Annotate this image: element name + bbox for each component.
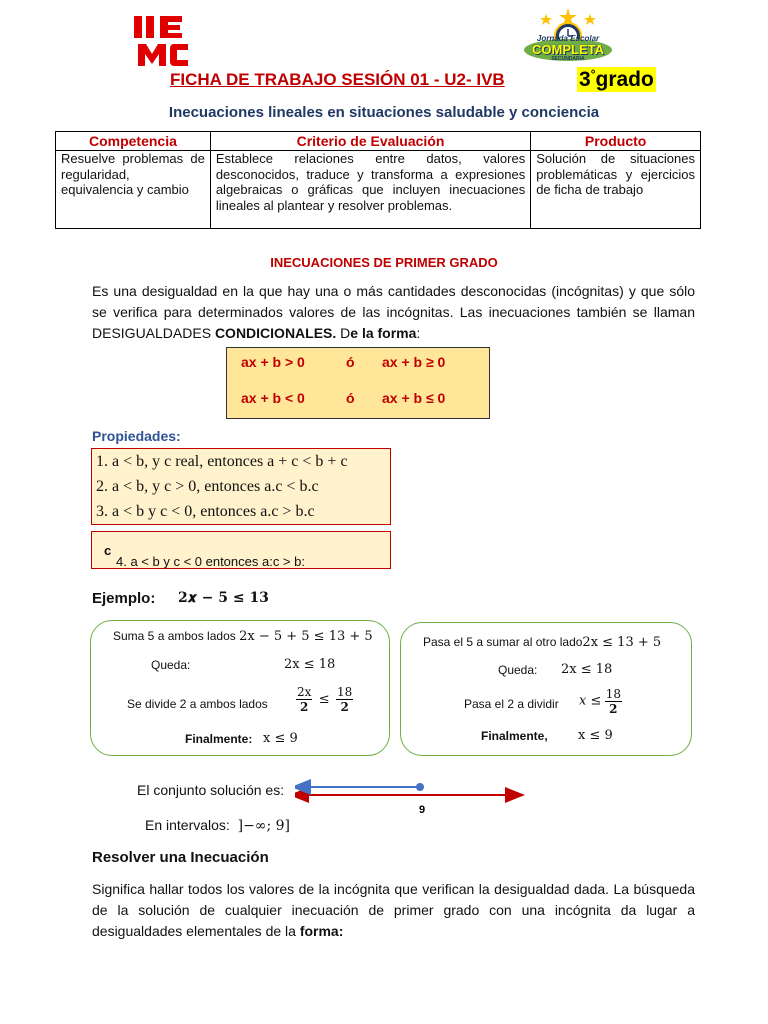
logo-line-1: Jornada Escolar: [536, 34, 600, 43]
logo-line-3: SECUNDARIA: [551, 56, 585, 62]
intro-paragraph: [92, 281, 695, 344]
step-label: Finalmente,: [481, 729, 548, 743]
fraction-denominator: 2: [609, 702, 618, 716]
step-label: Queda:: [498, 663, 538, 677]
step-text: Pasa el 2 a dividir: [464, 697, 559, 711]
logo-line-2: COMPLETA: [532, 42, 604, 57]
step-math: x ≤ 9: [263, 731, 298, 746]
resolver-paragraph: [92, 879, 695, 942]
interval-label: En intervalos:: [145, 817, 230, 833]
table-cell-producto: Solución de situaciones problemáticas y ejercicios de ficha de trabajo: [531, 151, 701, 229]
property-item: 1. a < b, y c real, entonces a + c < b + c: [96, 453, 348, 470]
resolver-text: Significa hallar todos los valores de la incógnita que verifican la desigualdad dada. La búsqueda de la solución de cualquier inecuación de primer grado con una incógnita da lugar a desigualdades elementales de la: [92, 881, 695, 939]
page-subtitle: Inecuaciones lineales en situaciones saludable y conciencia: [168, 104, 600, 121]
grade-number: 3: [579, 68, 591, 91]
step-math: 2x ≤ 13 + 5: [582, 635, 662, 650]
form-sep: ó: [346, 390, 355, 406]
step-math: 2x − 5 + 5 ≤ 13 + 5: [239, 629, 373, 644]
intro-text: D: [336, 325, 351, 341]
step-math: x ≤ 9: [578, 728, 613, 743]
step-text: Suma 5 a ambos lados: [113, 629, 240, 643]
step-text: Se divide 2 a ambos lados: [127, 697, 268, 711]
properties-label: Propiedades:: [92, 428, 181, 444]
step-math: 2x ≤ 18: [284, 657, 336, 672]
step-line: [423, 635, 661, 650]
properties-box: [91, 448, 391, 525]
intro-text: Es una desigualdad en la que hay una o más cantidades desconocidas (incógnitas) y que sólo se verifica para determinados valores de las incógnitas. Las inecuaciones también se llaman DESIGUALDADES: [92, 283, 695, 341]
example-expression: 2𝒙 − 𝟓 ≤ 𝟏𝟑: [178, 590, 269, 606]
resolver-heading: Resolver una Inecuación: [92, 849, 269, 866]
property-4-bold: c: [104, 543, 112, 558]
fraction-numerator: 18: [605, 687, 621, 701]
step-text: Pasa el 5 a sumar al otro lado: [423, 635, 583, 649]
table-header: Producto: [531, 132, 701, 151]
fraction-numerator: 18: [337, 685, 353, 699]
step-line: [113, 629, 373, 644]
resolver-bold: forma:: [299, 923, 344, 939]
form-left: ax + b < 0: [241, 390, 305, 406]
fraction-numerator: 2x: [297, 685, 312, 699]
table-cell-competencia: Resuelve problemas de regularidad, equivalencia y cambio: [56, 151, 211, 229]
step-label: Finalmente:: [185, 732, 253, 746]
relation-symbol: ≤: [318, 691, 330, 707]
school-logo: [132, 14, 192, 68]
table-row: [56, 151, 701, 229]
fraction: [336, 685, 353, 714]
grade-badge: [577, 67, 656, 92]
general-forms-box: [226, 347, 490, 419]
form-sep: ó: [346, 354, 355, 370]
fraction-denominator: 2: [340, 700, 349, 714]
table-header: Competencia: [56, 132, 211, 151]
table-header-row: [56, 132, 701, 151]
interval-value: ]−∞; 9]: [237, 818, 290, 834]
fraction: [605, 687, 622, 716]
grade-degree: °: [590, 67, 596, 81]
example-label: Ejemplo:: [92, 590, 156, 607]
property-item: [104, 543, 305, 569]
solution-steps-box-1: [90, 620, 390, 756]
solution-set-label: El conjunto solución es:: [137, 782, 285, 798]
competency-table: [55, 131, 701, 229]
step-math: x ≤: [579, 693, 602, 709]
jornada-escolar-logo: [522, 6, 614, 64]
section-title: INECUACIONES DE PRIMER GRADO: [270, 255, 498, 270]
form-right: ax + b ≤ 0: [382, 390, 446, 406]
intro-text: :: [416, 325, 421, 341]
step-math: 2x ≤ 18: [561, 662, 613, 677]
step-label: Queda:: [151, 658, 191, 672]
property-4-text: 4. a < b y c < 0 entonces a:c > b:: [116, 554, 305, 569]
grade-word: grado: [595, 68, 654, 91]
step-fraction-group: [579, 687, 622, 716]
table-cell-criterio: Establece relaciones entre datos, valores desconocidos, traduce y transforma a expresiones algebraicas o gráficas que incluyen inecuaciones lineales al plantear y resolver problemas.: [210, 151, 530, 229]
form-right: ax + b ≥ 0: [382, 354, 446, 370]
number-line: [295, 778, 530, 818]
property-item: 3. a < b y c < 0, entonces a.c > b.c: [96, 503, 315, 520]
solution-steps-box-2: [400, 622, 692, 756]
point-label: 9: [418, 804, 426, 816]
intro-bold: CONDICIONALES.: [214, 325, 337, 341]
fraction: [296, 685, 312, 714]
property-4-box: [91, 531, 391, 569]
form-left: ax + b > 0: [241, 354, 305, 370]
page-title: FICHA DE TRABAJO SESIÓN 01 - U2- IVB: [170, 70, 505, 89]
interval-line: [145, 817, 290, 834]
intro-bold: e la forma: [350, 325, 417, 341]
table-header: Criterio de Evaluación: [210, 132, 530, 151]
step-fraction-group: [296, 685, 353, 714]
fraction-denominator: 2: [300, 700, 309, 714]
closed-point: [416, 783, 424, 791]
property-item: 2. a < b, y c > 0, entonces a.c < b.c: [96, 478, 319, 495]
